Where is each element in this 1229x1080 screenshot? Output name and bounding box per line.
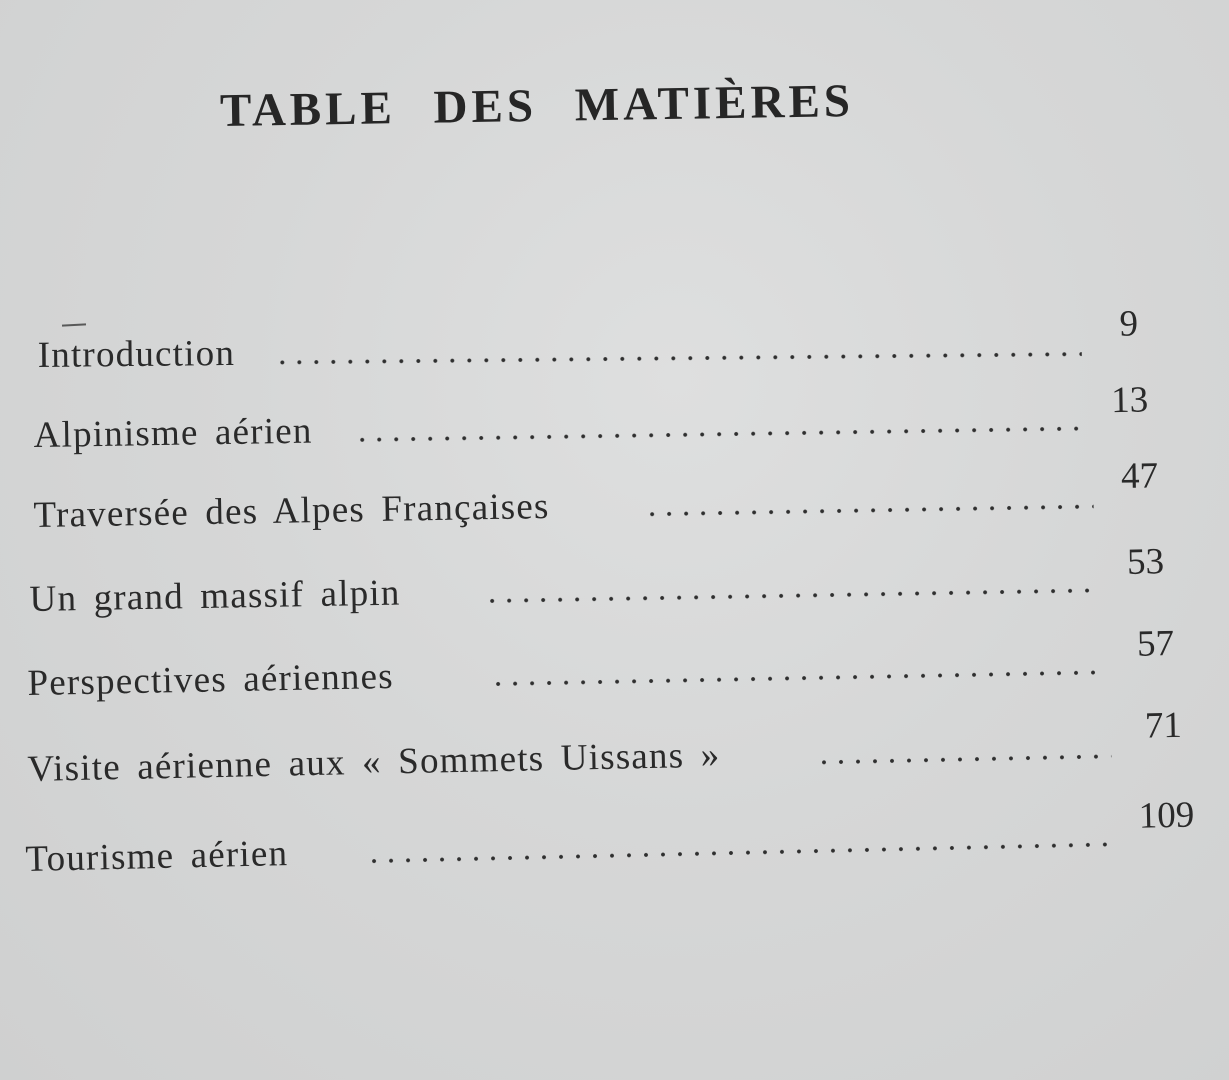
page-title: TABLE DES MATIÈRES bbox=[219, 75, 855, 137]
toc-entry-visite bbox=[27, 704, 1188, 794]
toc-leader-dots bbox=[644, 502, 1094, 520]
toc-page-number: 13 bbox=[1110, 379, 1149, 422]
toc-leader-dots bbox=[354, 424, 1084, 445]
toc-entry-perspectives bbox=[27, 622, 1178, 708]
toc-entry-label: Un grand massif alpin bbox=[29, 572, 401, 621]
toc-entry-label: Visite aérienne aux « Sommets Uissans » bbox=[27, 734, 721, 791]
toc-entry-alpinisme bbox=[33, 379, 1154, 460]
toc-entry-label: Perspectives aériennes bbox=[27, 655, 395, 705]
toc-leader-dots bbox=[490, 667, 1106, 689]
toc-leader-dots bbox=[815, 751, 1111, 767]
toc-entry-tourisme bbox=[24, 794, 1201, 884]
toc-entry-label: Alpinisme aérien bbox=[33, 410, 313, 457]
toc-page-number: 57 bbox=[1136, 622, 1175, 665]
toc-page-number: 53 bbox=[1126, 541, 1165, 583]
toc-leader-dots bbox=[365, 839, 1111, 866]
toc-page-number: 9 bbox=[1119, 303, 1139, 345]
toc-page-number: 109 bbox=[1138, 794, 1195, 837]
toc-entry-label: Traversée des Alpes Françaises bbox=[33, 486, 550, 537]
toc-leader-dots bbox=[484, 585, 1098, 606]
toc-entry-grand-massif bbox=[29, 541, 1170, 624]
toc-entry-traversee bbox=[33, 455, 1164, 540]
toc-leader-dots bbox=[274, 349, 1082, 367]
toc-page-number: 71 bbox=[1144, 704, 1183, 747]
toc-entry-introduction bbox=[37, 303, 1147, 380]
toc-entry-label: Tourisme aérien bbox=[24, 833, 289, 881]
toc-entry-label: Introduction bbox=[37, 332, 236, 377]
toc-page-number: 47 bbox=[1120, 455, 1159, 498]
